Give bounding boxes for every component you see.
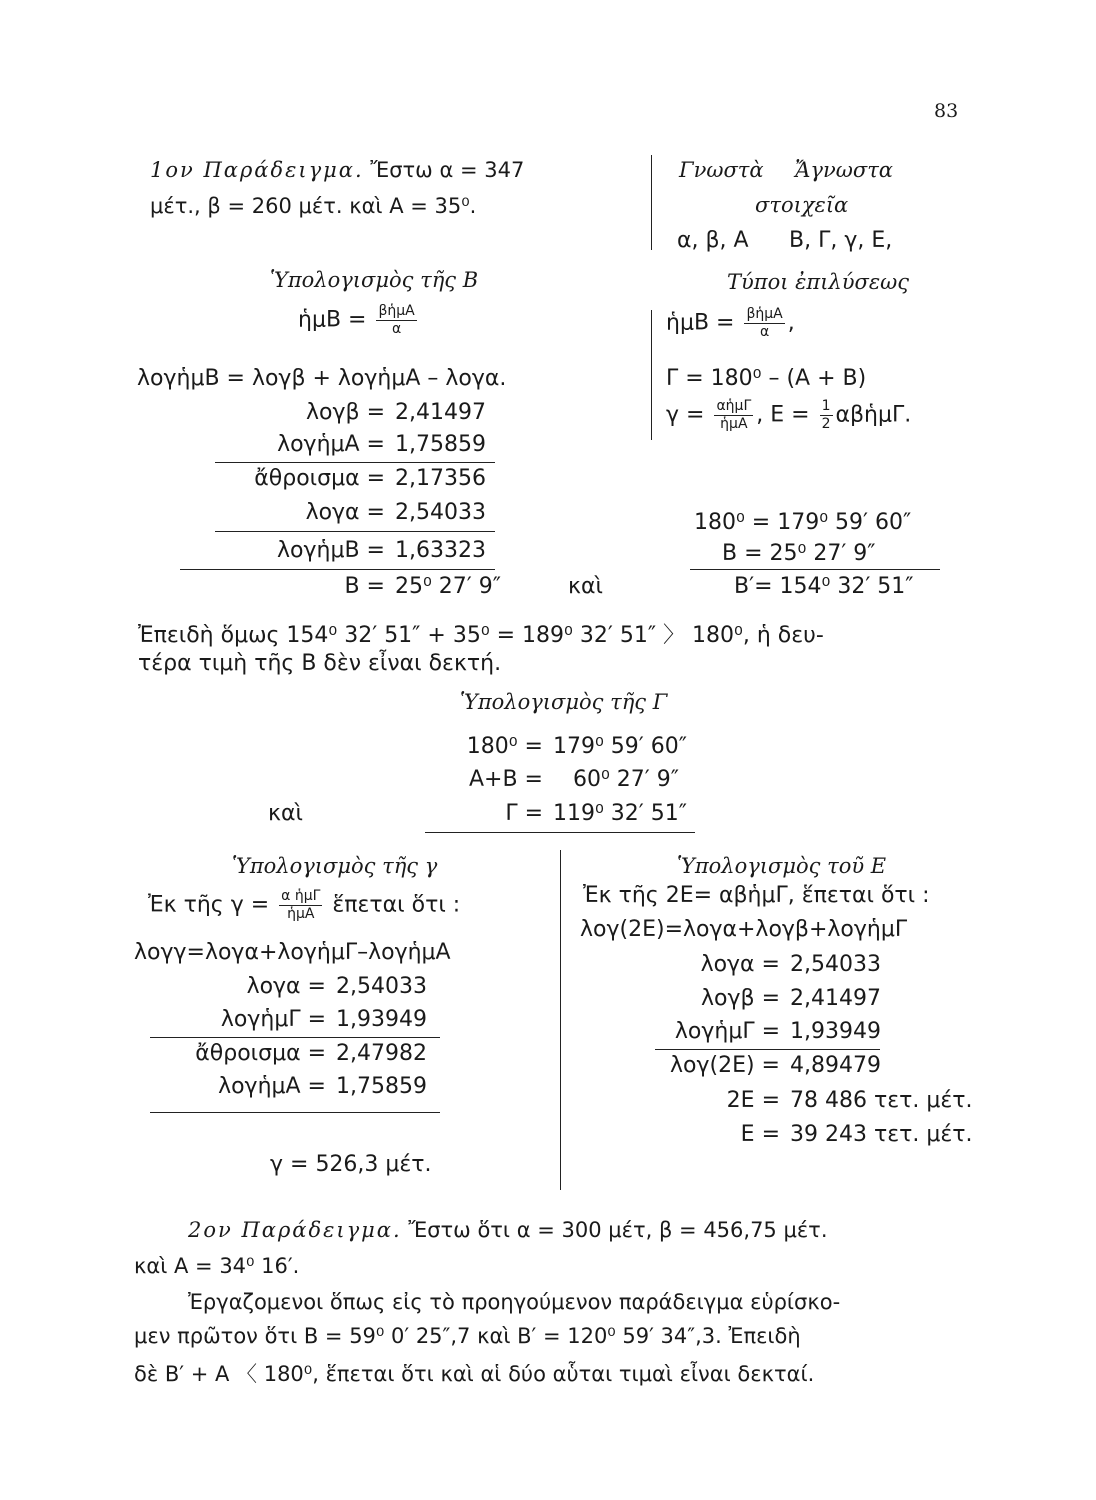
gamma-rule <box>425 832 695 833</box>
sum-rule <box>215 462 495 463</box>
formula-side-denominator: ἡμΑ <box>720 416 748 432</box>
calc-area-label: λογβ = <box>701 986 780 1011</box>
calc-area-log-equation: λογ(2Ε)=λογα+λογβ+λογἡμΓ <box>580 917 908 942</box>
calc-area-label: 2Ε = <box>726 1088 780 1113</box>
bprime-rule <box>690 569 940 570</box>
calc-side-value: 1,93949 <box>336 1007 427 1032</box>
calc-b-value: 1,63323 <box>395 538 486 563</box>
calc-area-label: Ε = <box>740 1122 780 1147</box>
calc-b-value: 2,41497 <box>395 400 486 425</box>
calc-side-from-tail: ἕπεται ὅτι : <box>332 892 461 918</box>
calc-area-value: 2,41497 <box>790 986 881 1011</box>
sinb-numerator: βἡμΑ <box>378 303 415 319</box>
calc-gamma-label: Γ = <box>505 801 543 826</box>
formula-side-lhs: γ = <box>666 402 705 428</box>
formula-area-lhs: , Ε = <box>756 402 810 428</box>
log-sinb-equation: λογἡμΒ = λογβ + λογἡμΑ – λογα. <box>137 366 507 391</box>
example1-statement-line2: μέτ., β = 260 μέτ. καὶ Α = 35⁰. <box>150 194 477 218</box>
and-word: καὶ <box>568 574 603 599</box>
calc-gamma-value: 179⁰ 59′ 60″ <box>553 734 687 759</box>
formula-side-and-area <box>666 398 911 433</box>
and-word: καὶ <box>268 801 303 826</box>
calc-side-result-rule <box>150 1112 440 1113</box>
calc-b-label: ἄθροισμα = <box>254 466 385 491</box>
formula-sinb-numerator: βἡμΑ <box>746 306 783 322</box>
unknown-list: Β, Γ, γ, Ε, <box>789 228 893 253</box>
calc-side-fraction <box>279 888 322 923</box>
formula-sinb-lhs: ἡμΒ = <box>666 310 735 336</box>
unknown-heading: Ἄγνωστα <box>795 158 893 182</box>
calc-b-label: λογβ = <box>306 400 385 425</box>
calc-area-heading: Ὑπολογισμὸς τοῦ Ε <box>677 854 887 878</box>
example1-title: 1ον Παράδειγμα. <box>150 158 364 182</box>
calc-b-value: 2,54033 <box>395 500 486 525</box>
calc-b-label: λογἡμΒ = <box>277 538 385 563</box>
calc-b-value: 1,75859 <box>395 432 486 457</box>
calc-area-label: λογ(2Ε) = <box>670 1053 780 1078</box>
formulas-heading: Τύποι ἐπιλύσεως <box>727 270 909 294</box>
calc-area-label: λογα = <box>700 952 780 977</box>
calc-side-label: λογἡμΓ = <box>220 1007 326 1032</box>
sinb-fraction <box>376 303 416 338</box>
calc-b-heading: Ὑπολογισμὸς τῆς Β <box>270 268 479 292</box>
calc-gamma-value: 60⁰ 27′ 9″ <box>573 767 680 792</box>
calc-side-value: 2,54033 <box>336 974 427 999</box>
calc-area-value: 39 243 τετ. μέτ. <box>790 1122 973 1147</box>
calc-side-value: 1,75859 <box>336 1074 427 1099</box>
formula-sinb-comma: , <box>787 310 795 336</box>
example2-statement <box>188 1218 828 1242</box>
calc-side-sum-rule <box>150 1037 440 1038</box>
formula-side-numerator: αἡμΓ <box>716 398 752 414</box>
calc-side-label: λογἡμΑ = <box>218 1074 326 1099</box>
example2-statement-text: Ἔστω ὅτι α = 300 μέτ, β = 456,75 μέτ. <box>408 1218 828 1242</box>
formula-gamma-angle: Γ = 180⁰ – (Α + Β) <box>666 366 867 391</box>
formula-sinb-fraction <box>744 306 784 341</box>
calc-gamma-heading: Ὑπολογισμὸς τῆς Γ <box>460 690 668 714</box>
calc-area-sum-rule <box>655 1049 880 1050</box>
bprime-row: Β′= 154⁰ 32′ 51″ <box>734 574 914 599</box>
example1-statement-text: Ἔστω α = 347 <box>370 158 525 182</box>
calc-b-label: λογα = <box>305 500 385 525</box>
sinb-lhs: ἡμΒ = <box>298 307 367 333</box>
bprime-row: 180⁰ = 179⁰ 59′ 60″ <box>694 510 912 535</box>
calc-gamma-label: 180⁰ = <box>466 734 543 759</box>
example2-statement-line2: καὶ Α = 34⁰ 16′. <box>134 1254 300 1278</box>
known-heading: Γνωστὰ <box>679 158 764 182</box>
calc-b-label: λογἡμΑ = <box>277 432 385 457</box>
calc-b-value: 25⁰ 27′ 9″ <box>395 574 502 599</box>
formula-sinb <box>666 306 795 341</box>
calc-area-value: 78 486 τετ. μέτ. <box>790 1088 973 1113</box>
column-divider <box>560 850 561 1190</box>
sinb-formula <box>298 303 420 338</box>
formulas-divider <box>651 310 652 440</box>
example2-paragraph-line: Ἐργαζομενοι ὅπως εἰς τὸ προηγούμενον παράδειγμα εὑρίσκο- <box>188 1290 841 1314</box>
formula-sinb-denominator: α <box>760 324 770 340</box>
elements-heading: στοιχεῖα <box>755 193 849 217</box>
sinb-denominator: α <box>392 321 402 337</box>
formula-side-fraction <box>714 398 753 433</box>
calc-side-result: γ = 526,3 μέτ. <box>270 1152 432 1177</box>
calc-side-from-lhs: Ἐκ τῆς γ = <box>148 892 270 918</box>
calc-area-value: 2,54033 <box>790 952 881 977</box>
calc-area-label: λογἡμΓ = <box>674 1019 780 1044</box>
since-line: τέρα τιμὴ τῆς Β δὲν εἶναι δεκτή. <box>138 651 502 676</box>
example2-paragraph-line: μεν πρῶτον ὅτι Β = 59⁰ 0′ 25″,7 καὶ Β′ = 120⁰ 59′ 34″,3. Ἐπειδὴ <box>134 1324 801 1348</box>
example2-title: 2ον Παράδειγμα. <box>188 1218 402 1242</box>
example2-paragraph-line: δὲ Β′ + Α 〈 180⁰, ἕπεται ὅτι καὶ αἱ δύο αὗται τιμαὶ εἶναι δεκταί. <box>134 1362 815 1386</box>
formula-area-numerator: 1 <box>821 398 831 414</box>
calc-area-from: Ἐκ τῆς 2Ε= αβἡμΓ, ἕπεται ὅτι : <box>583 883 930 908</box>
formula-area-denominator: 2 <box>821 416 831 432</box>
calc-side-label: ἄθροισμα = <box>195 1041 326 1066</box>
calc-side-label: λογα = <box>246 974 326 999</box>
calc-side-log-equation: λογγ=λογα+λογἡμΓ–λογἡμΑ <box>134 940 451 965</box>
bprime-row: Β = 25⁰ 27′ 9″ <box>722 541 876 566</box>
table-divider <box>651 155 652 250</box>
calc-b-label: Β = <box>344 574 385 599</box>
calc-gamma-value: 119⁰ 32′ 51″ <box>553 801 687 826</box>
result-rule <box>180 569 495 570</box>
known-list: α, β, Α <box>677 228 749 253</box>
calc-side-heading: Ὑπολογισμὸς τῆς γ <box>232 854 438 878</box>
calc-side-from <box>148 888 460 923</box>
calc-b-value: 2,17356 <box>395 466 486 491</box>
calc-area-value: 4,89479 <box>790 1053 881 1078</box>
formula-area-fraction <box>820 398 833 433</box>
calc-side-denominator: ἡμΑ <box>287 906 315 922</box>
formula-area-tail: αβἡμΓ. <box>835 402 912 428</box>
calc-side-numerator: α ἡμΓ <box>281 888 321 904</box>
page-number: 83 <box>934 100 959 122</box>
calc-side-value: 2,47982 <box>336 1041 427 1066</box>
calc-area-value: 1,93949 <box>790 1019 881 1044</box>
difference-rule <box>215 531 495 532</box>
example1-statement <box>150 158 524 182</box>
calc-gamma-label: Α+Β = <box>468 767 543 792</box>
since-line: Ἐπειδὴ ὅμως 154⁰ 32′ 51″ + 35⁰ = 189⁰ 32′ 51″ 〉 180⁰, ἡ δευ- <box>138 623 824 648</box>
